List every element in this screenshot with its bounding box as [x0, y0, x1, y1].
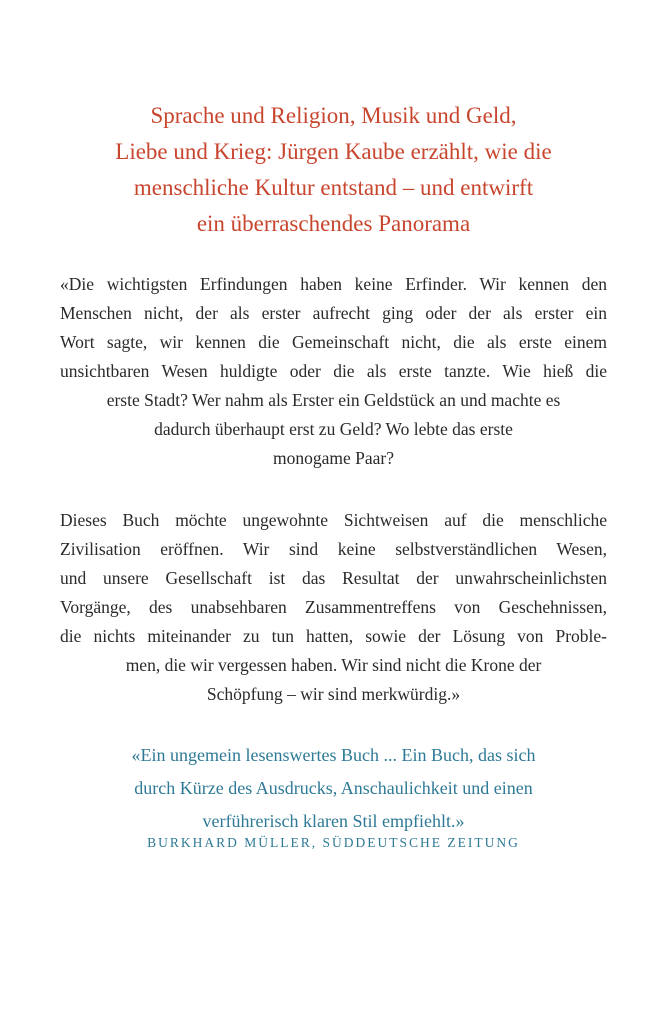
paragraph-line: Wort sagte, wir kennen die Gemeinschaft nicht, die als erste einem	[60, 332, 607, 352]
paragraph-line: erste Stadt? Wer nahm als Erster ein Geldstück an und machte es	[106, 390, 561, 410]
paragraph-line: monogame Paar?	[273, 448, 394, 468]
excerpt-paragraph-1	[60, 270, 607, 473]
paragraph-line: die nichts miteinander zu tun hatten, sowie der Lösung von Proble-	[60, 626, 607, 646]
paragraph-line: «Die wichtigsten Erfindungen haben keine Erfinder. Wir kennen den	[60, 274, 607, 294]
review-line: durch Kürze des Ausdrucks, Anschaulichkeit und einen	[134, 778, 533, 798]
headline-line: Sprache und Religion, Musik und Geld,	[150, 103, 517, 128]
headline-line: ein überraschendes Panorama	[196, 211, 471, 236]
review-line: verführerisch klaren Stil empfiehlt.»	[202, 811, 465, 831]
paragraph-line: men, die wir vergessen haben. Wir sind nicht die Krone der	[125, 655, 542, 675]
paragraph-line: Dieses Buch möchte ungewohnte Sichtweisen auf die menschliche	[60, 510, 607, 530]
review-line: «Ein ungemein lesenswertes Buch ... Ein Buch, das sich	[131, 745, 536, 765]
paragraph-line: Menschen nicht, der als erster aufrecht ging oder der als erster ein	[60, 303, 607, 323]
headline-line: Liebe und Krieg: Jürgen Kaube erzählt, wie die	[115, 139, 552, 164]
review-attribution: BURKHARD MÜLLER, SÜDDEUTSCHE ZEITUNG	[147, 835, 520, 850]
paragraph-line: und unsere Gesellschaft ist das Resultat der unwahrscheinlichsten	[60, 568, 607, 588]
review-quote	[60, 739, 607, 838]
paragraph-line: Zivilisation eröffnen. Wir sind keine selbstverständlichen Wesen,	[60, 539, 607, 559]
paragraph-line: unsichtbaren Wesen huldigte oder die als erste tanzte. Wie hieß die	[60, 361, 607, 381]
headline	[60, 98, 607, 242]
excerpt-paragraph-2	[60, 506, 607, 709]
paragraph-line: dadurch überhaupt erst zu Geld? Wo lebte das erste	[154, 419, 513, 439]
paragraph-line: Vorgänge, des unabsehbaren Zusammentreffens von Geschehnissen,	[60, 597, 607, 617]
paragraph-line: Schöpfung – wir sind merkwürdig.»	[206, 684, 461, 704]
headline-line: menschliche Kultur entstand – und entwirft	[133, 175, 534, 200]
